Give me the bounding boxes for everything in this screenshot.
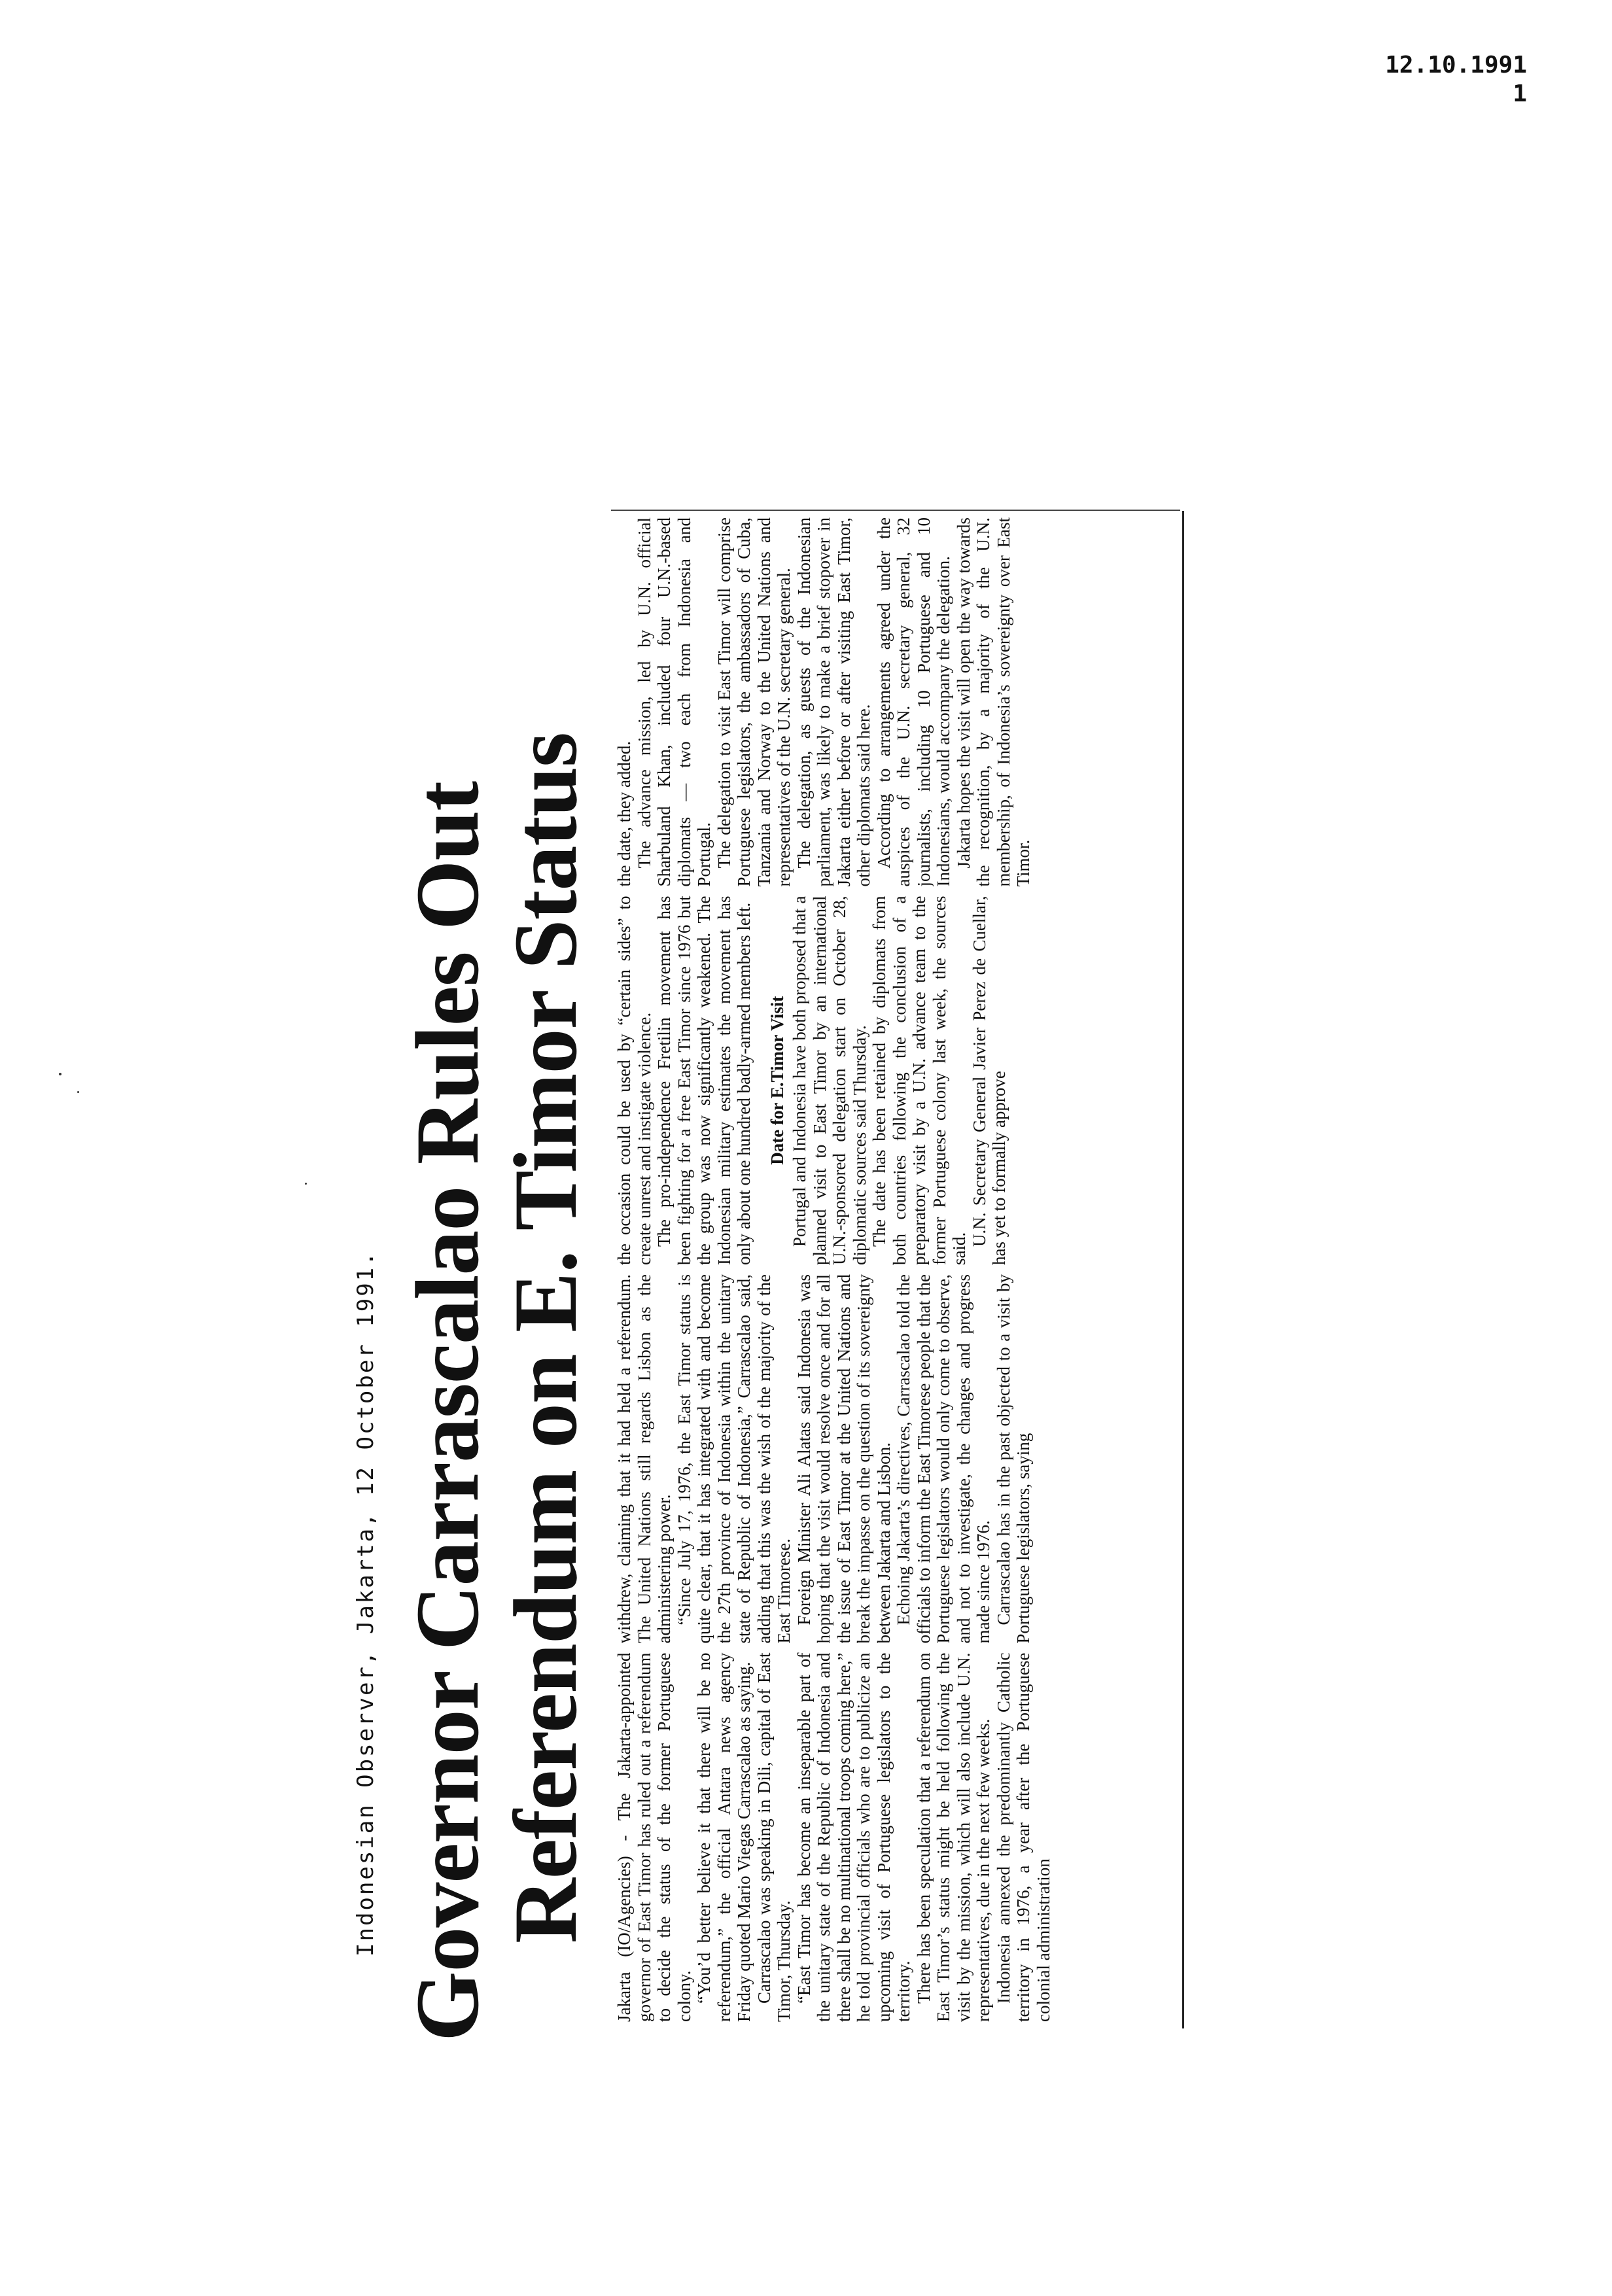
paragraph: “East Timor has become an inseparable part of the unitary state of the Republic of Indonesia and there shall be no multinational troops coming here,” he told provincial officials who are to publicize an upcoming visit of Portuguese legislators to the territory. bbox=[794, 1652, 913, 2022]
article-column-3 bbox=[614, 896, 1170, 1266]
article-column-2 bbox=[614, 1274, 1170, 1644]
article-columns bbox=[614, 517, 1170, 2022]
scan-speck bbox=[305, 1183, 307, 1185]
stamp-date: 12.10.1991 bbox=[1385, 52, 1527, 78]
scan-speck bbox=[59, 1073, 61, 1075]
paragraph: “Since July 17, 1976, the East Timor status is quite clear, that it has integrated with and become the 27th province of Indonesia within the unitary state of Republic of Indonesia,” Carrascalao said, adding that this was the wish of the majority of the East Timorese. bbox=[674, 1274, 794, 1644]
paragraph: “You’d better believe it that there will be no referendum,” the official Antara news agency Friday quoted Mario Viegas Carrascalao as saying. bbox=[694, 1652, 754, 2022]
paragraph: The pro-independence Fretilin movement has been fighting for a free East Timor since 1976 but the group was now significantly weakened. The Indonesian military estimates the movement has only about one hundred badly-armed members left. bbox=[654, 896, 754, 1265]
paragraph: Jakarta (IO/Agencies) - The Jakarta-appointed governor of East Timor has ruled out a referendum to decide the status of the former Portuguese colony. bbox=[614, 1652, 694, 2022]
article-column-4 bbox=[614, 517, 1170, 887]
stamp-page-number: 1 bbox=[1513, 80, 1527, 107]
paragraph: U.N. Secretary General Javier Perez de Cuellar, has yet to formally approve bbox=[969, 896, 1009, 1265]
headline-line-1: Governor Carrascalao Rules Out bbox=[397, 781, 497, 2042]
newspaper-clipping bbox=[320, 498, 1197, 2238]
paragraph: withdrew, claiming that it had held a referendum. The United Nations still regards Lisbon as the administering power. bbox=[614, 1274, 674, 1644]
headline-line-2: Referendum on E. Timor Status bbox=[495, 733, 595, 1943]
paragraph: Foreign Minister Ali Alatas said Indonesia was hoping that the visit would resolve once and for all the issue of East Timor at the United Nations and break the impasse on the question of its sovereignty between Jakarta and Lisbon. bbox=[794, 1274, 894, 1644]
paragraph: The delegation, as guests of the Indonesian parliament, was likely to make a brief stopover in Jakarta either before or after visiting East Timor, other diplomats said here. bbox=[794, 517, 873, 887]
paragraph: the date, they added. bbox=[614, 740, 634, 887]
paragraph: Portugal and Indonesia have both proposed that a planned visit to East Timor by an international U.N.-sponsored delegation start on October 28, diplomatic sources said Thursday. bbox=[790, 896, 869, 1265]
paragraph: Echoing Jakarta’s directives, Carrascalao told the officials to inform the East Timorese people that the Portuguese legislators would only come to observe, and not to investigate, the changes and progress made since 1976. bbox=[894, 1274, 993, 1644]
paragraph: Jakarta hopes the visit will open the way towards the recognition, by a majority of the U.N. membership, of Indonesia’s sovereignty over East Timor. bbox=[953, 517, 1033, 887]
paragraph: The delegation to visit East Timor will comprise Portuguese legislators, the ambassadors of Cuba, Tanzania and Norway to the United Nations and representatives of the U.N. secretary general. bbox=[714, 517, 794, 887]
paragraph: According to arrangements agreed under the auspices of the U.N. secretary general, 32 journalists, including 10 Portuguese and 10 Indonesians, would accompany the delegation. bbox=[873, 517, 953, 887]
article-column-1 bbox=[614, 1653, 1170, 2023]
bottom-rule bbox=[1182, 511, 1184, 2028]
paragraph: The date has been retained by diplomats from both countries following the conclusion of a preparatory visit by a U.N. advance team to the former Portuguese colony last week, the sources said. bbox=[869, 896, 969, 1265]
paragraph: Carrascalao was speaking in Dili, capital of East Timor, Thursday. bbox=[754, 1652, 794, 2022]
subheading: Date for E.Timor Visit bbox=[767, 996, 787, 1165]
paragraph: There has been speculation that a referendum on East Timor’s status might be held following the visit by the mission, which will also include U.N. representatives, due in the next few weeks. bbox=[913, 1652, 993, 2022]
archive-stamp bbox=[1385, 51, 1527, 109]
headline bbox=[398, 570, 595, 2042]
edge-rule bbox=[611, 510, 1180, 511]
scan-speck bbox=[77, 1091, 79, 1093]
clipping-source-line: Indonesian Observer, Jakarta, 12 October 1991. bbox=[353, 1250, 379, 1957]
paragraph: Carrascalao has in the past objected to a visit by Portuguese legislators, saying bbox=[993, 1274, 1033, 1644]
paragraph: Indonesia annexed the predominantly Catholic territory in 1976, a year after the Portuguese colonial administration bbox=[993, 1652, 1053, 2022]
paragraph: the occasion could be used by “certain sides” to create unrest and instigate violence. bbox=[614, 896, 654, 1265]
paragraph: The advance mission, led by U.N. official Sharbuland Khan, included four U.N.-based diplomats — two each from Indonesia and Portugal. bbox=[634, 517, 714, 887]
